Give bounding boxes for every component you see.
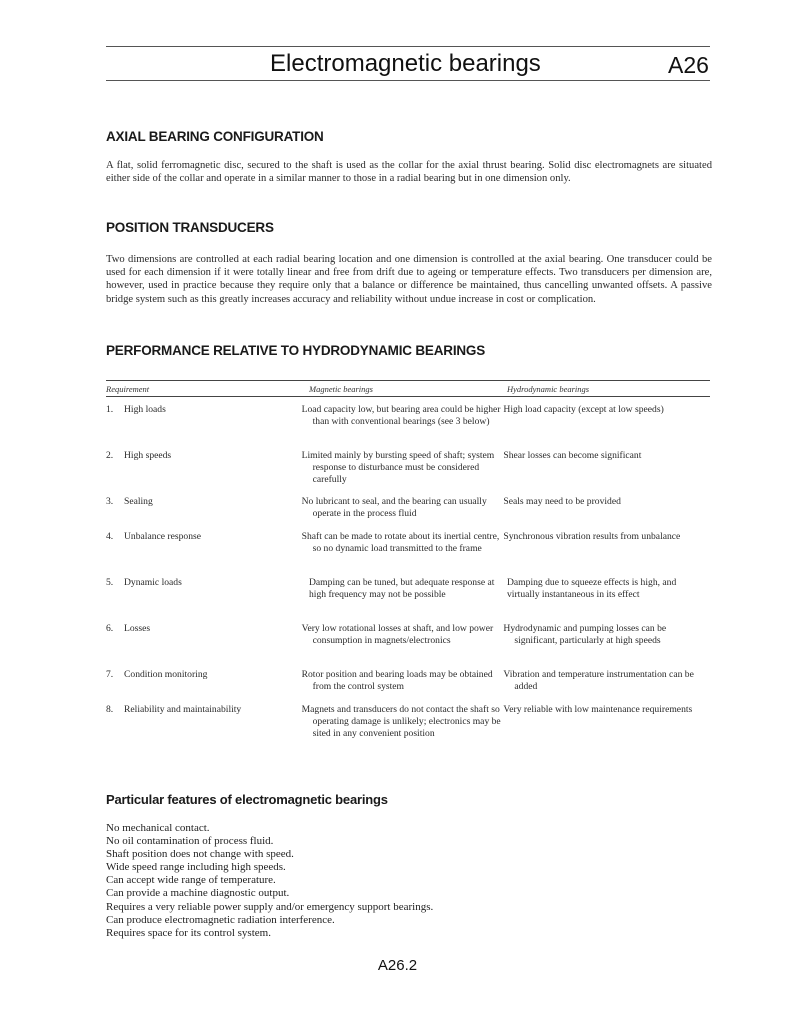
- page-number: A26.2: [377, 957, 418, 974]
- row-hydrodynamic: High load capacity (except at low speeds): [503, 404, 664, 415]
- row-magnetic: Very low rotational losses at shaft, and low power consumption in magnets/electronics: [301, 623, 494, 646]
- row-number: 7.: [106, 669, 114, 680]
- table-header: [106, 381, 710, 396]
- table-row: [106, 669, 710, 704]
- row-hydrodynamic: Shear losses can become significant: [503, 450, 642, 461]
- list-item: Shaft position does not change with speed.: [106, 848, 294, 861]
- row-magnetic: Damping can be tuned, but adequate response at high frequency may not be possible: [309, 577, 495, 600]
- comparison-table: [106, 380, 710, 754]
- table-row: [106, 623, 710, 669]
- row-hydrodynamic: Seals may need to be provided: [503, 496, 621, 507]
- row-hydrodynamic: Vibration and temperature instrumentation can be added: [503, 669, 694, 692]
- row-number: 1.: [106, 404, 114, 415]
- row-hydrodynamic: Very reliable with low maintenance requirements: [503, 704, 693, 715]
- table-row: [106, 531, 710, 577]
- row-magnetic: Magnets and transducers do not contact the shaft so operating damage is unlikely; electronics may be sited in any convenient position: [301, 704, 501, 739]
- row-requirement: High speeds: [124, 450, 172, 461]
- row-requirement: Unbalance response: [124, 531, 201, 542]
- row-number: 5.: [106, 577, 114, 588]
- section-code: A26: [668, 52, 709, 78]
- table-row: [106, 577, 710, 623]
- header-hydrodynamic: Hydrodynamic bearings: [507, 383, 590, 394]
- row-number: 4.: [106, 531, 114, 542]
- row-magnetic: No lubricant to seal, and the bearing can usually operate in the process fluid: [301, 496, 487, 519]
- list-item: No mechanical contact.: [106, 822, 210, 834]
- list-item: Can accept wide range of temperature.: [106, 874, 276, 887]
- header-bottom-rule: [106, 80, 710, 81]
- table-row: [106, 496, 710, 531]
- header-magnetic: Magnetic bearings: [309, 383, 373, 394]
- row-magnetic: Shaft can be made to rotate about its inertial centre, so no dynamic load transmitted to the frame: [301, 531, 500, 554]
- axial-heading: AXIAL BEARING CONFIGURATION: [106, 129, 324, 144]
- row-magnetic: Rotor position and bearing loads may be obtained from the control system: [301, 669, 493, 692]
- row-hydrodynamic: Damping due to squeeze effects is high, and virtually instantaneous in its effect: [507, 577, 677, 600]
- row-number: 8.: [106, 704, 114, 715]
- row-requirement: Dynamic loads: [124, 577, 182, 588]
- header-top-rule: [106, 46, 710, 47]
- row-requirement: Condition monitoring: [124, 669, 208, 680]
- row-number: 6.: [106, 623, 114, 634]
- list-item: Can produce electromagnetic radiation interference.: [106, 913, 335, 926]
- list-item: Wide speed range including high speeds.: [106, 861, 286, 874]
- list-item: Can provide a machine diagnostic output.: [106, 887, 290, 900]
- list-item: No oil contamination of process fluid.: [106, 835, 274, 848]
- table-row: [106, 704, 710, 754]
- row-magnetic: Limited mainly by bursting speed of shaft; system response to disturbance must be considered carefully: [301, 450, 495, 485]
- row-requirement: Reliability and maintainability: [124, 704, 242, 715]
- axial-paragraph: A flat, solid ferromagnetic disc, secured to the shaft is used as the collar for the axial thrust bearing. Solid disc electromagnets are situated either side of the collar and operate in a similar manner to those in a radial bearing but in one dimension only.: [106, 160, 712, 185]
- table-row: [106, 450, 710, 496]
- transducers-heading: POSITION TRANSDUCERS: [106, 220, 274, 235]
- list-item: Requires space for its control system.: [106, 926, 271, 939]
- features-heading: Particular features of electromagnetic bearings: [106, 792, 388, 807]
- header-requirement: Requirement: [106, 383, 150, 394]
- list-item: Requires a very reliable power supply and/or emergency support bearings.: [106, 900, 434, 913]
- row-requirement: Losses: [124, 623, 151, 634]
- transducers-paragraph: Two dimensions are controlled at each radial bearing location and one dimension is controlled at the axial bearing. One transducer could be used for each dimension if it were totally linear and free from drift due to ageing or temperature effects. Two transducers per dimension are, however, used in practice because they require only that a balance or difference be maintained, thus cancelling unwanted offsets. A passive bridge system such as this greatly increases accuracy and reliability without undue increase in cost or complication.: [106, 254, 712, 305]
- row-number: 2.: [106, 450, 114, 461]
- row-requirement: High loads: [124, 404, 166, 415]
- table-row: [106, 404, 710, 450]
- row-number: 3.: [106, 496, 114, 507]
- row-magnetic: Load capacity low, but bearing area could be higher than with conventional bearings (see 3 below): [301, 404, 501, 427]
- table-header-rule: [106, 396, 710, 397]
- row-requirement: Sealing: [124, 496, 153, 507]
- page-title: Electromagnetic bearings: [270, 50, 541, 77]
- features-list: [106, 822, 433, 940]
- row-hydrodynamic: Synchronous vibration results from unbalance: [503, 531, 681, 542]
- performance-heading: PERFORMANCE RELATIVE TO HYDRODYNAMIC BEARINGS: [106, 343, 486, 358]
- row-hydrodynamic: Hydrodynamic and pumping losses can be significant, particularly at high speeds: [503, 623, 667, 646]
